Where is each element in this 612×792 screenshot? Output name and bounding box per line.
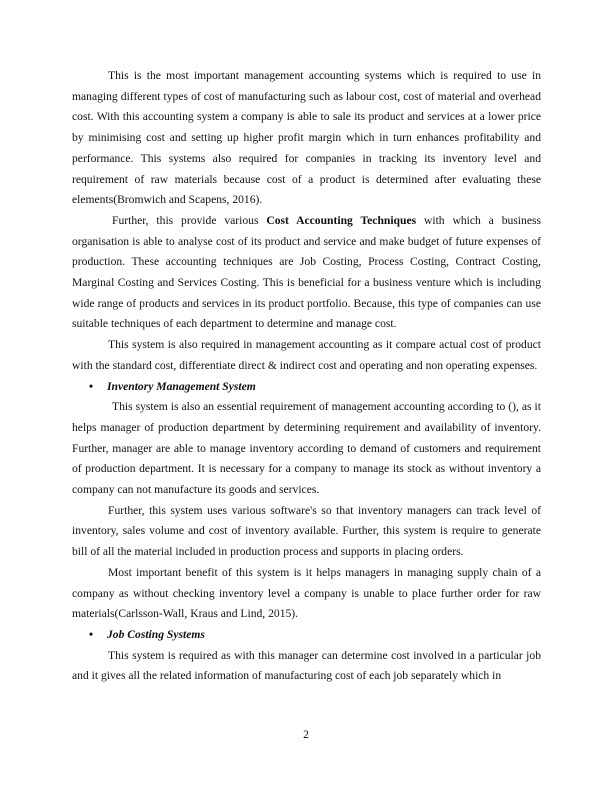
paragraph-inventory-requirement: This system is also an essential requirement of management accounting according to (), as it helps manager of production department by determining requirement and availability of inventory. Further, manager are able to manage inventory according to demand of customers and requirement of production department. It is necessary for a company to manage its stock as without inventory a company can not manufacture its goods and services. (72, 400, 541, 497)
paragraph-job-costing: This system is required as with this manager can determine cost involved in a particular job and it gives all the related information of manufacturing cost of each job separately which in (72, 648, 541, 683)
bullet-icon: • (89, 379, 94, 393)
bold-term: Cost Accounting Techniques (266, 213, 417, 227)
heading-text: Inventory Management System (107, 379, 256, 393)
bullet-icon: • (89, 627, 94, 641)
bullet-heading-inventory (72, 377, 541, 398)
paragraph-cost-accounting-intro: This is the most important management accounting systems which is required to use in managing different types of cost of manufacturing such as labour cost, cost of material and overhead cost. With this accounting system a company is able to sale its product and services at a lower price by minimising cost and setting up higher profit margin which in turn enhances profitability and performance. This systems also required for companies in tracking its inventory level and requirement of raw materials because cost of a product is determined after evaluating these elements(Bromwich and Scapens, 2016). (72, 69, 541, 207)
paragraph-inventory-software: Further, this system uses various software's so that inventory managers can track level of inventory, sales volume and cost of inventory available. Further, this system is require to generate bill of all the material included in production process and supports in placing orders. (72, 503, 541, 559)
paragraph-cost-accounting-techniques (72, 211, 541, 335)
document-body (72, 66, 541, 687)
paragraph-inventory-benefit: Most important benefit of this system is it helps managers in managing supply chain of a company as without checking inventory level a company is unable to place further order for raw materials(Carlsson-Wall, Kraus and Lind, 2015). (72, 565, 541, 621)
heading-text: Job Costing Systems (107, 627, 205, 641)
page-number: 2 (303, 728, 309, 741)
bullet-heading-job-costing (72, 625, 541, 646)
paragraph-standard-cost: This system is also required in management accounting as it compare actual cost of product with the standard cost, differentiate direct & indirect cost and operating and non operating expenses. (72, 338, 541, 372)
paragraph-text: Further, this provide various (112, 213, 267, 227)
paragraph-text: with which a business organisation is able to analyse cost of its product and service and make budget of future expenses of production. These accounting techniques are Job Costing, Process Costing, Contract Costing, Marginal Costing and Services Costing. This is beneficial for a business venture which is including wide range of products and services in its product portfolio. Because, this type of companies can use suitable techniques of each department to determine and manage cost. (72, 213, 541, 331)
